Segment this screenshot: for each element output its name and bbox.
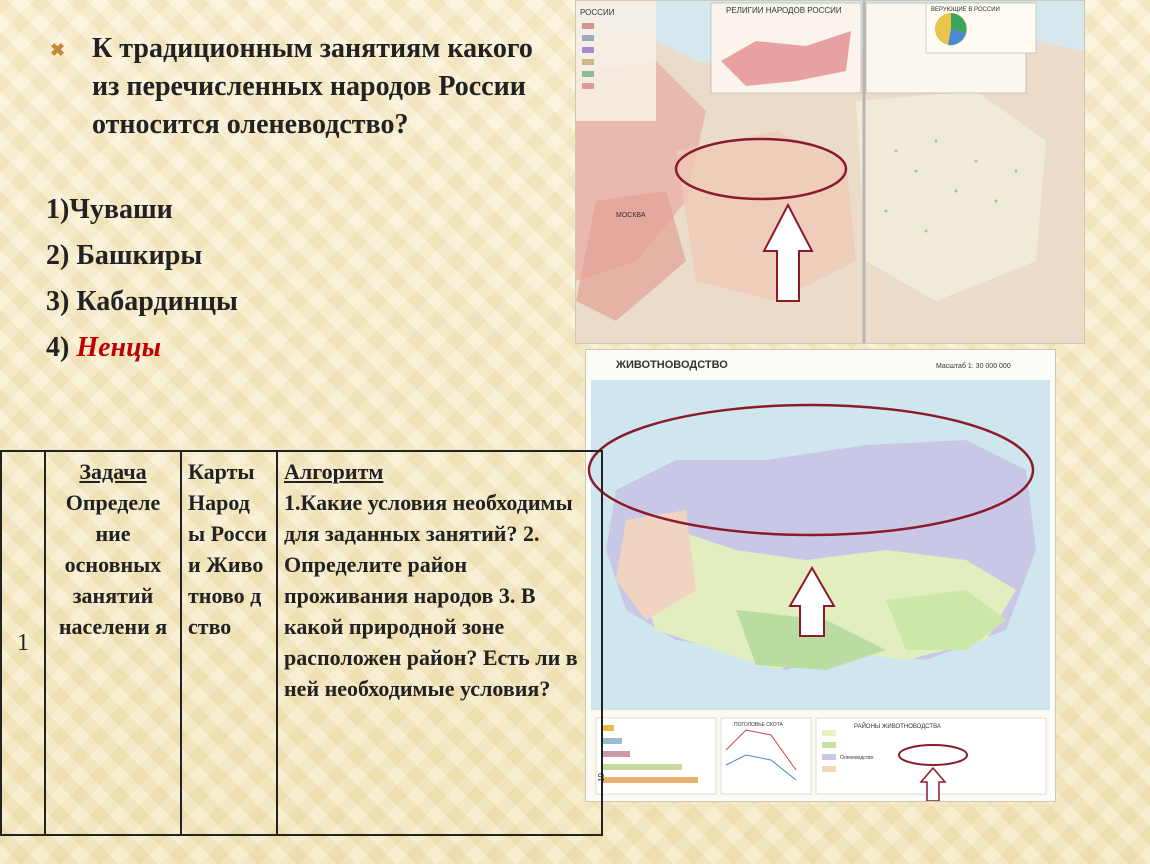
legend-reindeer-herding: Оленеводство (840, 755, 874, 761)
task-table (0, 450, 603, 836)
row-number: 1 (1, 451, 45, 835)
question-text: К традиционным занятиям какого из перечисленных народов России относится оленеводство? (92, 33, 533, 140)
religion-map-legend-title: РОССИИ (580, 8, 615, 17)
answer-2: 2) Башкиры (46, 240, 203, 271)
religion-map (575, 0, 1085, 344)
answer-3: 3) Кабардинцы (46, 286, 238, 317)
bullet-icon: ✖ (50, 40, 66, 60)
livestock-map-scale: Масштаб 1: 30 000 000 (936, 363, 1011, 370)
answer-list (46, 187, 238, 371)
algorithm-text: 1.Какие условия необходимы для заданных занятий? 2. Определите район проживания народов 3. В какой природной зоне расположен район? Есть ли в ней необходимые условия? (284, 490, 578, 701)
task-text: Определе ние основных занятий населени я (58, 490, 168, 639)
algorithm-cell (277, 451, 602, 835)
livestock-legend-title: РАЙОНЫ ЖИВОТНОВОДСТВА (854, 724, 941, 730)
livestock-chart-title: ПОГОЛОВЬЕ СКОТА (734, 722, 783, 728)
page-number: 19 (597, 773, 606, 782)
livestock-map-drawing (586, 350, 1055, 801)
maps-header: Карты (188, 459, 255, 484)
livestock-map-title: ЖИВОТНОВОДСТВО (616, 359, 728, 371)
maps-text: Народ ы Росси и Живо тново дство (188, 490, 267, 639)
livestock-map (585, 349, 1056, 802)
task-header: Задача (79, 459, 147, 484)
maps-cell (181, 451, 277, 835)
answer-4-number: 4) (46, 332, 70, 363)
religion-map-chart-title: ВЕРУЮЩИЕ В РОССИИ (931, 7, 1000, 13)
religion-map-title: РЕЛИГИИ НАРОДОВ РОССИИ (726, 6, 842, 15)
answer-4-correct: Ненцы (76, 332, 162, 363)
answer-4 (46, 325, 238, 371)
algorithm-header: Алгоритм (284, 459, 384, 484)
task-cell (45, 451, 181, 835)
religion-map-drawing (576, 1, 1084, 343)
moscow-label: МОСКВА (616, 212, 646, 219)
answer-1: 1)Чуваши (46, 194, 173, 225)
